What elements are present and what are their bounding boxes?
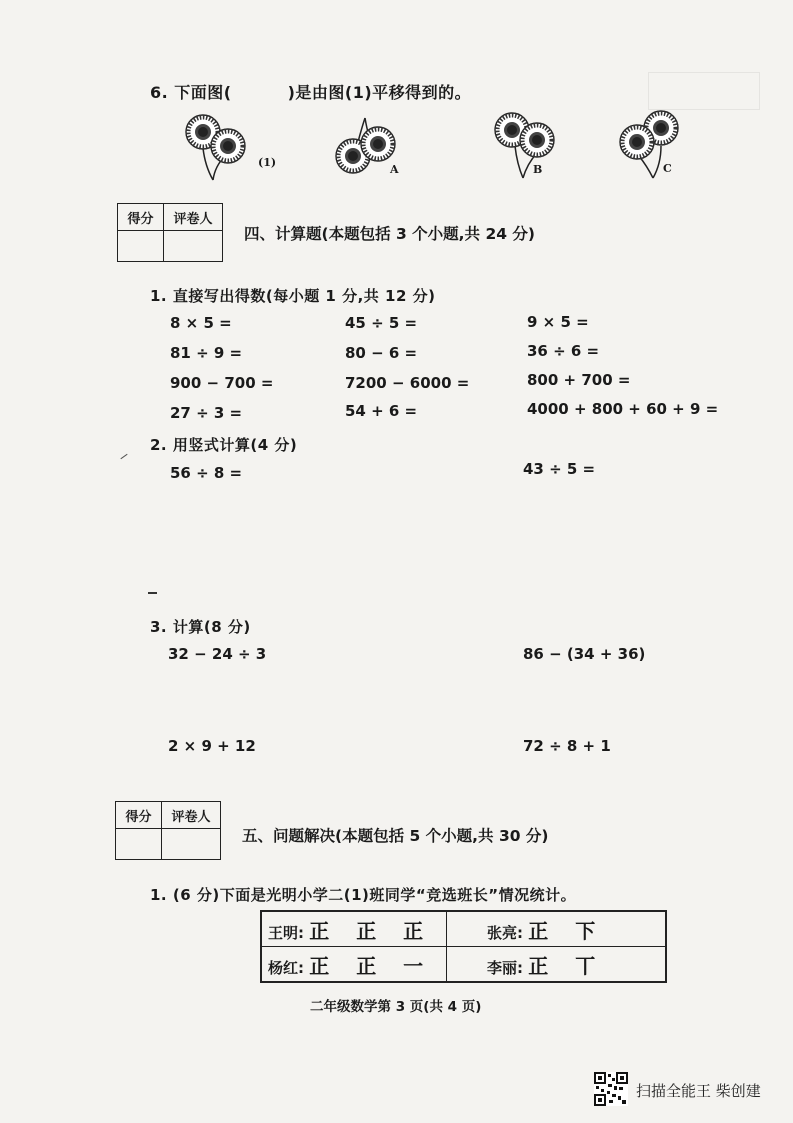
- stray-mark: [120, 454, 127, 459]
- calc-sub3-title: 3. 计算(8 分): [150, 618, 251, 636]
- calc-item: 32 − 24 ÷ 3: [168, 645, 267, 663]
- tally-marks: 正 丅: [528, 953, 606, 978]
- q6-text-after: )是由图(1)平移得到的。: [287, 83, 472, 102]
- flower-figure-original: [186, 115, 245, 180]
- tally-cell: [447, 947, 667, 983]
- figure-label-a: A: [390, 163, 399, 176]
- expr: 80 − 6 =: [345, 344, 418, 362]
- score-label: 得分: [116, 802, 162, 829]
- vertical-calc-item: 43 ÷ 5 =: [523, 460, 596, 478]
- score-field[interactable]: [118, 231, 164, 262]
- expr: 9 × 5 =: [527, 313, 589, 331]
- calc-item: 2 × 9 + 12: [168, 737, 256, 755]
- q6-text-before: 6. 下面图(: [150, 83, 232, 102]
- flower-figures: [175, 108, 735, 188]
- expr: 8 × 5 =: [170, 314, 232, 332]
- expr: 800 + 700 =: [527, 371, 631, 389]
- candidate-name: 张亮:: [487, 923, 523, 942]
- expr: 900 − 700 =: [170, 374, 274, 392]
- calc-sub2-title: 2. 用竖式计算(4 分): [150, 436, 298, 454]
- score-box-section4: [117, 203, 223, 262]
- grader-field[interactable]: [164, 231, 223, 262]
- scanner-watermark: 扫描全能王 柴创建: [636, 1082, 761, 1100]
- candidate-name: 王明:: [268, 923, 304, 942]
- vertical-calc-item: 56 ÷ 8 =: [170, 464, 243, 482]
- grader-field[interactable]: [162, 829, 221, 860]
- calc-sub1-title: 1. 直接写出得数(每小题 1 分,共 12 分): [150, 287, 436, 305]
- tally-marks: 正 正 一: [309, 953, 434, 978]
- expr: 36 ÷ 6 =: [527, 342, 600, 360]
- candidate-name: 杨红:: [268, 958, 304, 977]
- expr: 7200 − 6000 =: [345, 374, 470, 392]
- flower-figure-a: [336, 118, 395, 173]
- stray-mark: [148, 592, 157, 594]
- section4-title: 四、计算题(本题包括 3 个小题,共 24 分): [244, 225, 535, 243]
- candidate-name: 李丽:: [487, 958, 523, 977]
- tally-marks: 正 下: [528, 918, 606, 943]
- score-field[interactable]: [116, 829, 162, 860]
- expr: 54 + 6 =: [345, 402, 418, 420]
- vote-tally-table: [260, 910, 667, 983]
- grader-label: 评卷人: [162, 802, 221, 829]
- calc-item: 86 − (34 + 36): [523, 645, 646, 663]
- flower-figure-b: [495, 113, 554, 178]
- problem1-title: 1. (6 分)下面是光明小学二(1)班同学“竞选班长”情况统计。: [150, 886, 577, 904]
- expr: 27 ÷ 3 =: [170, 404, 243, 422]
- score-label: 得分: [118, 204, 164, 231]
- tally-cell: [261, 911, 447, 947]
- grader-label: 评卷人: [164, 204, 223, 231]
- score-box-section5: [115, 801, 221, 860]
- tally-cell: [261, 947, 447, 983]
- q6-title: [150, 80, 471, 103]
- tally-cell: [447, 911, 667, 947]
- tally-marks: 正 正 正: [309, 918, 434, 943]
- expr: 81 ÷ 9 =: [170, 344, 243, 362]
- bleed-through-box: [648, 72, 760, 110]
- section5-title: 五、问题解决(本题包括 5 个小题,共 30 分): [242, 827, 549, 845]
- figure-label-1: (1): [258, 156, 277, 169]
- figure-label-c: C: [663, 162, 672, 175]
- calc-item: 72 ÷ 8 + 1: [523, 737, 611, 755]
- expr: 4000 + 800 + 60 + 9 =: [527, 400, 719, 418]
- figure-label-b: B: [533, 163, 543, 176]
- qr-code-icon: [594, 1072, 628, 1106]
- page-footer: 二年级数学第 3 页(共 4 页): [310, 999, 482, 1015]
- expr: 45 ÷ 5 =: [345, 314, 418, 332]
